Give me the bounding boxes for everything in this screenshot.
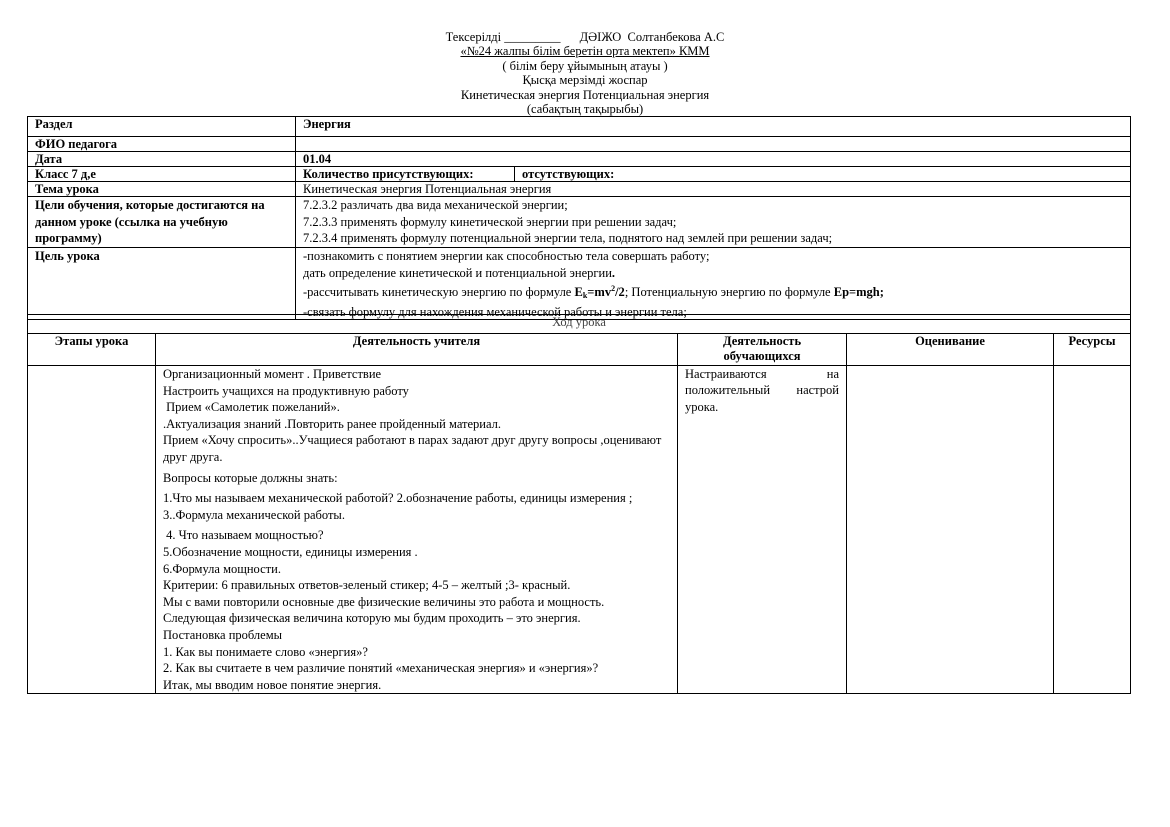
teacher-line: Итак, мы вводим новое понятие энергия. xyxy=(163,677,382,692)
teacher-line: Настроить учащихся на продуктивную работу xyxy=(163,383,409,398)
section-row xyxy=(28,117,1131,137)
date-row xyxy=(28,152,1131,167)
goal-formula-item: -рассчитывать кинетическую энергию по формуле $E_k=mv^2/2$; Потенциальную энергию по формуле Ep=mgh; xyxy=(303,284,884,300)
objectives-label: Цели обучения, которые достигаются на данном уроке (ссылка на учебную программу) xyxy=(28,197,296,248)
teacher-line: 4. Что называем мощностью? xyxy=(163,528,324,543)
objectives-row xyxy=(28,197,1131,248)
teacher-label: ФИО педагога xyxy=(28,137,296,152)
column-header: Деятельность обучающихся xyxy=(678,334,847,366)
class-row xyxy=(28,167,1131,182)
objective-item: 7.2.3.4 применять формулу потенциальной энергии тела, поднятого над землей при решении задач; xyxy=(303,231,833,245)
teacher-line: Вопросы которые должны знать: xyxy=(163,470,338,485)
teacher-line: Постановка проблемы xyxy=(163,627,283,642)
document-header xyxy=(0,30,1170,116)
date-value: 01.04 xyxy=(296,152,1131,167)
column-header: Этапы урока xyxy=(28,334,156,366)
goal-item: -связать формулу для нахождения механической работы и энергии тела; xyxy=(303,304,687,319)
teacher-line: 1.Что мы называем механической работой? 2.обозначение работы, единицы измерения ; xyxy=(163,491,633,506)
lesson-title-caption: (сабақтың тақырыбы) xyxy=(526,102,644,117)
student-line: Настраиваются на xyxy=(685,367,839,381)
topic-label: Тема урока xyxy=(28,182,296,197)
teacher-line: 1. Как вы понимаете слово «энергия»? xyxy=(163,644,368,659)
school-name: «№24 жалпы білім беретін орта мектеп» КММ xyxy=(460,44,710,59)
course-title-row xyxy=(28,315,1131,334)
teacher-line: Прием «Хочу спросить»..Учащиеся работают в парах задают друг другу вопросы ,оценивают друг друга. xyxy=(163,433,662,464)
teacher-line: Критерии: 6 правильных ответов-зеленый стикер; 4-5 – желтый ;3- красный. xyxy=(163,578,571,593)
student-activity-cell xyxy=(678,366,847,694)
section-value: Энергия xyxy=(296,117,1131,137)
plan-type: Қысқа мерзімді жоспар xyxy=(522,73,648,88)
absent-label: отсутствующих: xyxy=(515,167,1131,182)
present-label: Количество присутствующих: xyxy=(296,167,515,182)
teacher-row xyxy=(28,137,1131,152)
goal-item: -познакомить с понятием энергии как способностью тела совершать работу; xyxy=(303,249,710,263)
teacher-line: 3..Формула механической работы. xyxy=(163,507,345,522)
lesson-title: Кинетическая энергия Потенциальная энергия xyxy=(460,87,710,102)
student-line: положительный настрой xyxy=(685,383,839,398)
teacher-value xyxy=(296,137,1131,152)
goal-row xyxy=(28,248,1131,320)
section-label: Раздел xyxy=(28,117,296,137)
column-header: Деятельность учителя xyxy=(156,334,678,366)
course-body-row xyxy=(28,366,1131,694)
checked-blank: _________ xyxy=(504,30,561,44)
stage-cell xyxy=(28,366,156,694)
student-line: урока. xyxy=(685,399,719,414)
class-label: Класс 7 д,е xyxy=(28,167,296,182)
objectives-list xyxy=(296,197,1131,248)
goal-list xyxy=(296,248,1131,320)
teacher-line: 2. Как вы считаете в чем различие понятий «механическая энергия» и «энергия»? xyxy=(163,661,599,676)
date-label: Дата xyxy=(28,152,296,167)
deputy-label: ДӘІЖО xyxy=(579,30,622,44)
topic-row xyxy=(28,182,1131,197)
checked-label: Тексерілді xyxy=(445,30,502,44)
deputy-name: Солтанбекова А.С xyxy=(627,30,725,44)
lesson-info-table xyxy=(27,116,1131,320)
goal-label: Цель урока xyxy=(28,248,296,320)
course-header-row xyxy=(28,334,1131,366)
column-header: Ресурсы xyxy=(1054,334,1131,366)
course-title: Ход урока xyxy=(28,315,1131,334)
assessment-cell xyxy=(847,366,1054,694)
goal-item: дать определение кинетической и потенциальной энергии. xyxy=(303,265,616,280)
teacher-line: Прием «Самолетик пожеланий». xyxy=(163,400,340,415)
teacher-line: Мы с вами повторили основные две физические величины это работа и мощность. xyxy=(163,594,605,609)
teacher-line: 6.Формула мощности. xyxy=(163,561,281,576)
teacher-line: Следующая физическая величина которую мы будим проходить – это энергия. xyxy=(163,611,581,626)
lesson-course-table xyxy=(27,314,1131,694)
approval-line xyxy=(0,30,1170,44)
column-header: Оценивание xyxy=(847,334,1054,366)
topic-value: Кинетическая энергия Потенциальная энергия xyxy=(296,182,1131,197)
objective-item: 7.2.3.2 различать два вида механической энергии; xyxy=(303,198,568,212)
teacher-line: Организационный момент . Приветствие xyxy=(163,367,382,381)
resources-cell xyxy=(1054,366,1131,694)
objective-item: 7.2.3.3 применять формулу кинетической энергии при решении задач; xyxy=(303,214,677,229)
teacher-line: 5.Обозначение мощности, единицы измерения . xyxy=(163,544,418,559)
teacher-activity-cell xyxy=(156,366,678,694)
school-caption: ( білім беру ұйымының атауы ) xyxy=(502,58,668,73)
teacher-line: .Актуализация знаний .Повторить ранее пройденный материал. xyxy=(163,416,502,431)
